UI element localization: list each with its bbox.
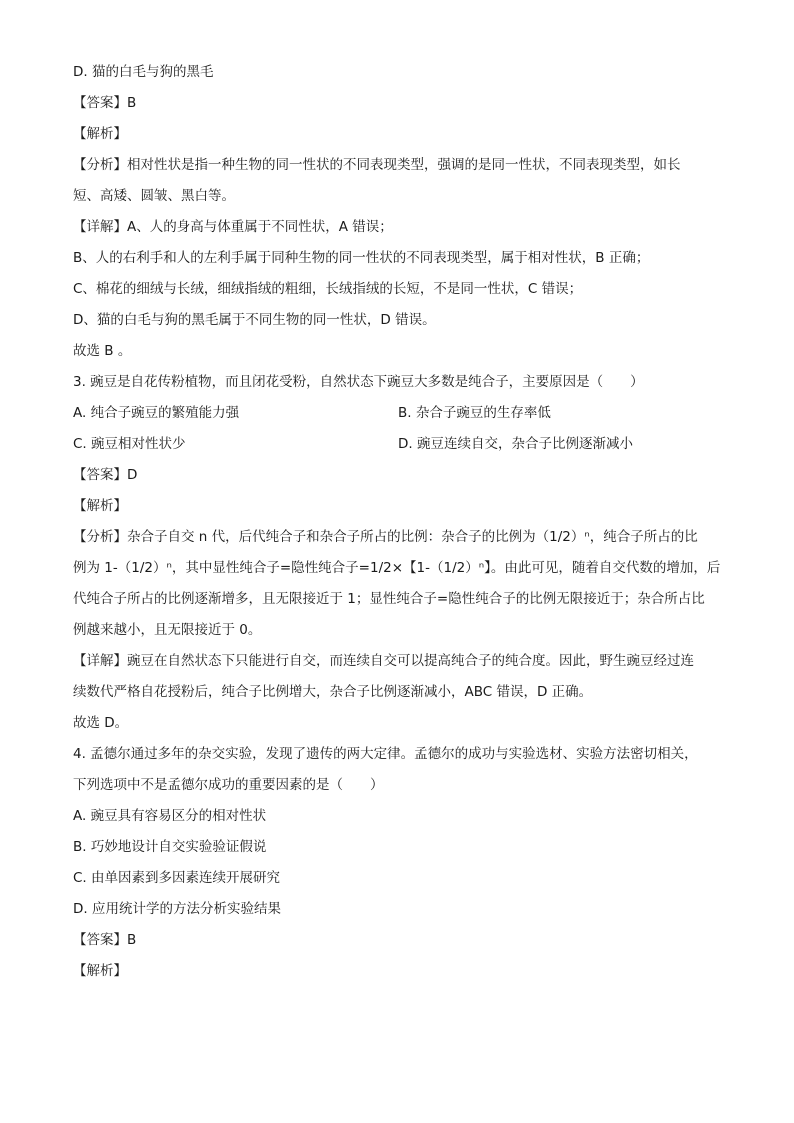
q3-answer: 【答案】D (73, 467, 138, 483)
q2-conclusion: 故选 B 。 (73, 343, 132, 359)
q4-stem-line-1: 4. 孟德尔通过多年的杂交实验，发现了遗传的两大定律。孟德尔的成功与实验选材、实验方法密切相关， (73, 746, 698, 762)
q2-fenxi-line-1: 【分析】相对性状是指一种生物的同一性状的不同表现类型，强调的是同一性状，不同表现类型，如长 (73, 157, 681, 173)
q3-option-b: B. 杂合子豌豆的生存率低 (398, 405, 551, 421)
q3-fenxi-line-2: 例为 1-（1/2）ⁿ，其中显性纯合子=隐性纯合子=1/2×【1-（1/2）ⁿ】。由此可见，随着自交代数的增加，后 (73, 560, 721, 576)
q3-detail-line-2: 续数代严格自花授粉后，纯合子比例增大，杂合子比例逐渐减小，ABC 错误，D 正确。 (73, 684, 593, 700)
q2-detail-2: B、人的右利手和人的左利手属于同种生物的同一性状的不同表现类型，属于相对性状，B 正确； (73, 250, 650, 266)
q3-fenxi-line-3: 代纯合子所占的比例逐渐增多，且无限接近于 1；显性纯合子=隐性纯合子的比例无限接近于；杂合所占比 (73, 591, 705, 607)
q4-answer: 【答案】B (73, 932, 137, 948)
q3-detail-line-1: 【详解】豌豆在自然状态下只能进行自交，而连续自交可以提高纯合子的纯合度。因此，野生豌豆经过连 (73, 653, 694, 669)
q4-analysis-heading: 【解析】 (73, 963, 127, 979)
q4-option-a: A. 豌豆具有容易区分的相对性状 (73, 808, 267, 824)
q2-answer: 【答案】B (73, 95, 137, 111)
q2-detail-1: 【详解】A、人的身高与体重属于不同性状，A 错误； (73, 219, 393, 235)
q3-fenxi-line-4: 例越来越小，且无限接近于 0。 (73, 622, 262, 638)
q4-option-c: C. 由单因素到多因素连续开展研究 (73, 870, 281, 886)
q3-conclusion: 故选 D。 (73, 715, 129, 731)
q3-options-row-2 (73, 434, 723, 454)
document-page (73, 62, 723, 981)
q2-fenxi (73, 155, 723, 206)
q3-analysis-heading: 【解析】 (73, 498, 127, 514)
q4-option-b: B. 巧妙地设计自交实验验证假说 (73, 839, 267, 855)
q3-option-d: D. 豌豆连续自交，杂合子比例逐渐减小 (398, 436, 633, 452)
q4-option-d: D. 应用统计学的方法分析实验结果 (73, 901, 281, 917)
q3-option-a: A. 纯合子豌豆的繁殖能力强 (73, 405, 240, 421)
q2-detail-3: C、棉花的细绒与长绒，细绒指绒的粗细，长绒指绒的长短，不是同一性状，C 错误； (73, 281, 583, 297)
q2-fenxi-line-2: 短、高矮、圆皱、黑白等。 (73, 188, 235, 204)
q2-detail-4: D、猫的白毛与狗的黑毛属于不同生物的同一性状，D 错误。 (73, 312, 436, 328)
q3-stem: 3. 豌豆是自花传粉植物，而且闭花受粉，自然状态下豌豆大多数是纯合子，主要原因是（ ） (73, 374, 644, 390)
q3-option-c: C. 豌豆相对性状少 (73, 436, 186, 452)
q4-stem-line-2: 下列选项中不是孟德尔成功的重要因素的是（ ） (73, 777, 384, 793)
q3-options-row-1 (73, 403, 723, 423)
q3-fenxi-line-1: 【分析】杂合子自交 n 代，后代纯合子和杂合子所占的比例：杂合子的比例为（1/2）ⁿ，纯合子所占的比 (73, 529, 698, 545)
q2-analysis-heading: 【解析】 (73, 126, 127, 142)
q2-option-d: D. 猫的白毛与狗的黑毛 (73, 64, 214, 80)
